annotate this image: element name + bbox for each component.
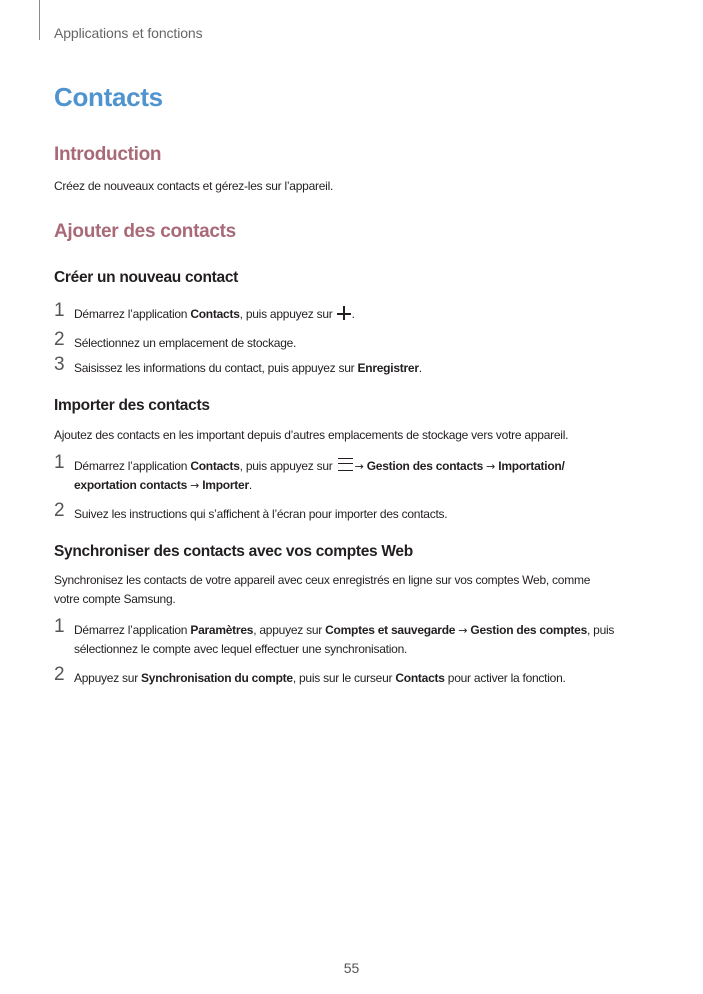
step-text: , puis appuyez sur [239, 459, 336, 473]
plus-icon [337, 306, 351, 320]
menu-icon [338, 458, 353, 471]
step-text: . [248, 478, 252, 492]
menu-path-item: Comptes et sauvegarde [325, 623, 456, 637]
synchroniser-text-line2: votre compte Samsung. [54, 592, 176, 606]
step-synchroniser-1 [54, 616, 654, 659]
step-text: , puis [587, 623, 615, 637]
synchroniser-text-line1: Synchronisez les contacts de votre appareil avec ceux enregistrés en ligne sur vos comptes Web, comme [54, 573, 591, 587]
step-importer-1 [54, 452, 654, 495]
subheading-synchroniser: Synchroniser des contacts avec vos comptes Web [54, 543, 413, 560]
step-text: Sélectionnez un emplacement de stockage. [74, 336, 297, 350]
step-creer-3 [54, 354, 654, 378]
step-text: pour activer la fonction. [444, 671, 566, 685]
app-name-contacts: Contacts [190, 307, 240, 321]
step-creer-2 [54, 329, 654, 353]
step-number: 2 [54, 329, 65, 350]
app-name-parametres: Paramètres [190, 623, 254, 637]
menu-path-item: Gestion des comptes [470, 623, 587, 637]
arrow-icon: → [458, 624, 468, 637]
arrow-icon: → [354, 460, 364, 473]
step-number: 2 [54, 664, 65, 685]
running-head: Applications et fonctions [54, 25, 203, 41]
step-number: 1 [54, 616, 65, 637]
arrow-icon: → [486, 460, 496, 473]
page-title: Contacts [54, 82, 163, 112]
step-text: . [351, 307, 355, 321]
switch-name-contacts: Contacts [395, 671, 445, 685]
step-text: . [418, 361, 422, 375]
step-number: 2 [54, 500, 65, 521]
step-text: , puis sur le curseur [292, 671, 396, 685]
step-text: Appuyez sur [74, 671, 142, 685]
step-creer-1 [54, 300, 654, 324]
menu-path-item: Synchronisation du compte [141, 671, 293, 685]
step-text: , puis appuyez sur [239, 307, 336, 321]
step-number: 3 [54, 354, 65, 375]
step-text: Démarrez l’application [74, 307, 191, 321]
step-number: 1 [54, 452, 65, 473]
step-text: Démarrez l’application [74, 623, 191, 637]
introduction-text: Créez de nouveaux contacts et gérez-les sur l’appareil. [54, 179, 334, 193]
step-text: sélectionnez le compte avec lequel effectuer une synchronisation. [74, 642, 408, 656]
subheading-creer-contact: Créer un nouveau contact [54, 269, 239, 286]
menu-path-item: Importer [202, 478, 249, 492]
step-synchroniser-2 [54, 664, 654, 688]
step-text: Démarrez l’application [74, 459, 191, 473]
button-name-enregistrer: Enregistrer [357, 361, 419, 375]
importer-text: Ajoutez des contacts en les important depuis d’autres emplacements de stockage vers votre appareil. [54, 428, 569, 442]
subheading-importer: Importer des contacts [54, 397, 210, 414]
arrow-icon: → [190, 479, 200, 492]
page-number: 55 [343, 960, 360, 976]
step-text: Saisissez les informations du contact, puis appuyez sur [74, 361, 358, 375]
menu-path-item: exportation contacts [74, 478, 188, 492]
step-text: Suivez les instructions qui s’affichent à l’écran pour importer des contacts. [74, 507, 448, 521]
section-heading-introduction: Introduction [54, 144, 162, 165]
app-name-contacts: Contacts [190, 459, 240, 473]
step-number: 1 [54, 300, 65, 321]
step-text: , appuyez sur [253, 623, 326, 637]
header-rule [39, 0, 40, 40]
section-heading-ajouter: Ajouter des contacts [54, 221, 236, 242]
menu-path-item: Importation/ [498, 459, 565, 473]
step-importer-2 [54, 500, 654, 524]
menu-path-item: Gestion des contacts [366, 459, 484, 473]
